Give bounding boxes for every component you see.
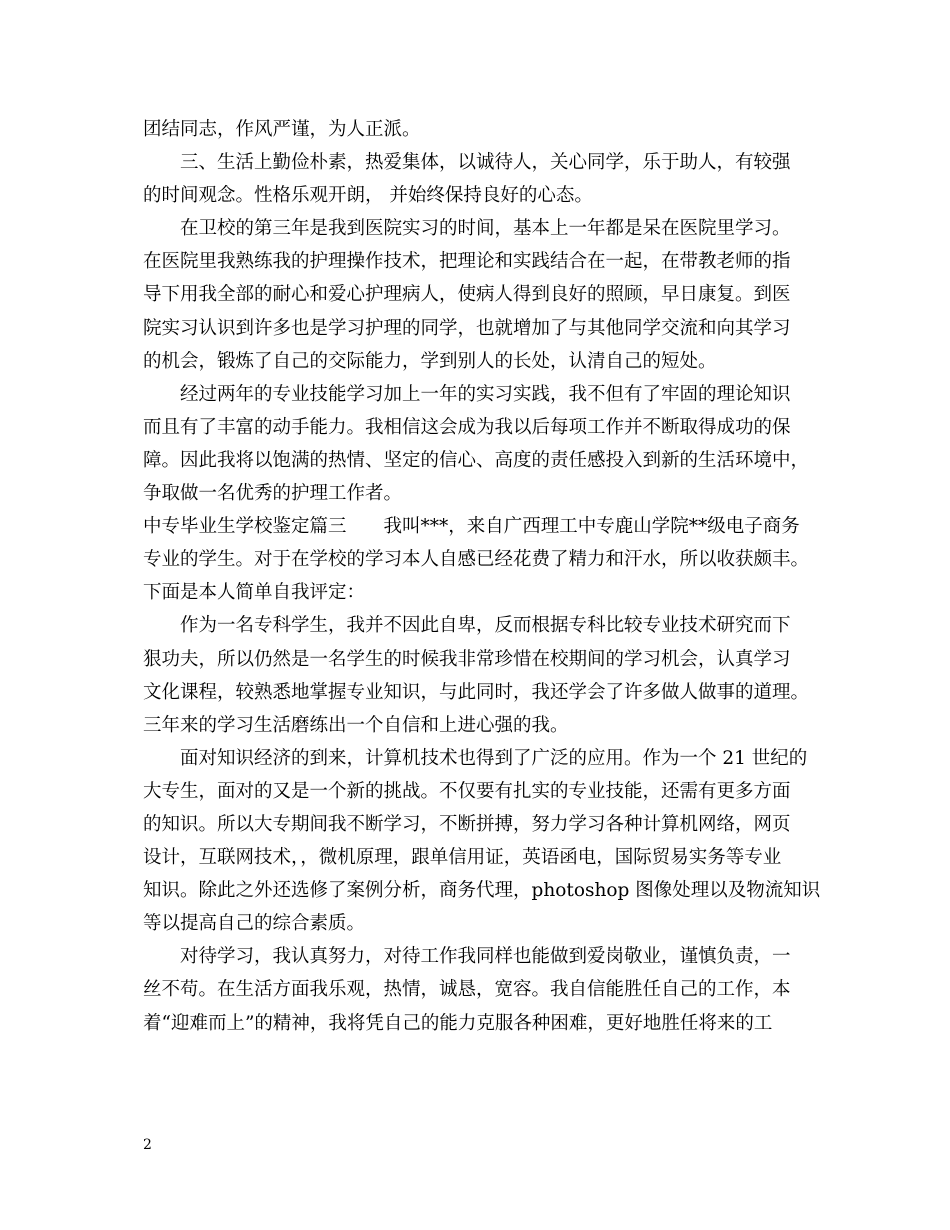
document-body	[143, 113, 823, 1040]
text-line: 作为一名专科学生，我并不因此自卑，反而根据专科比较专业技术研究而下	[180, 615, 791, 637]
text-line: 文化课程，较熟悉地掌握专业知识，与此同时，我还学会了许多做人做事的道理。	[143, 681, 810, 703]
text-line: 丝不苟。在生活方面我乐观，热情，诚恳，宽容。我自信能胜任自己的工作，本	[143, 979, 791, 1001]
text-line: 的知识。所以大专期间我不断学习，不断拼搏，努力学习各种计算机网络，网页	[143, 813, 791, 835]
text-line: 下面是本人简单自我评定：	[143, 582, 366, 604]
text-line: 争取做一名优秀的护理工作者。	[143, 483, 403, 505]
text-line: 导下用我全部的耐心和爱心护理病人，使病人得到良好的照顾，早日康复。到医	[143, 284, 791, 306]
text-line: 设计，互联网技术，，微机原理，跟单信用证，英语函电，国际贸易实务等专业	[143, 847, 782, 869]
text-line: 等以提高自己的综合素质。	[143, 913, 366, 935]
text-line: 三年来的学习生活磨练出一个自信和上进心强的我。	[143, 714, 569, 736]
text-line: 专业的学生。对于在学校的学习本人自感已经花费了精力和汗水，所以收获颇丰。	[143, 549, 810, 571]
text-line: 而且有了丰富的动手能力。我相信这会成为我以后每项工作并不断取得成功的保	[143, 416, 791, 438]
page-number: 2	[143, 1137, 152, 1153]
text-line: 三、生活上勤俭朴素，热爱集体，以诚待人，关心同学，乐于助人，有较强	[180, 152, 791, 174]
text-line: 院实习认识到许多也是学习护理的同学，也就增加了与其他同学交流和向其学习	[143, 317, 791, 339]
text-line: 的机会，锻炼了自己的交际能力，学到别人的长处，认清自己的短处。	[143, 350, 717, 372]
text-line: 障。因此我将以饱满的热情、坚定的信心、高度的责任感投入到新的生活环境中，	[143, 449, 810, 471]
text-line: 着“迎难而上”的精神，我将凭自己的能力克服各种困难，更好地胜任将来的工	[143, 1012, 773, 1034]
text-line: 团结同志，作风严谨，为人正派。	[143, 119, 421, 140]
text-line: 狠功夫，所以仍然是一名学生的时候我非常珍惜在校期间的学习机会，认真学习	[143, 648, 791, 670]
text-line: 在卫校的第三年是我到医院实习的时间，基本上一年都是呆在医院里学习。	[180, 218, 791, 240]
text-line: 在医院里我熟练我的护理操作技术，把理论和实践结合在一起，在带教老师的指	[143, 251, 791, 273]
text-line: 对待学习，我认真努力，对待工作我同样也能做到爱岗敬业，谨慎负责，一	[180, 946, 791, 968]
section-heading-line: 中专毕业生学校鉴定篇三 我叫***，来自广西理工中专鹿山学院**级电子商务	[143, 516, 800, 538]
text-line: 的时间观念。性格乐观开朗， 并始终保持良好的心态。	[143, 185, 593, 207]
text-line: 经过两年的专业技能学习加上一年的实习实践，我不但有了牢固的理论知识	[180, 383, 791, 405]
text-line: 大专生，面对的又是一个新的挑战。不仅要有扎实的专业技能，还需有更多方面	[143, 780, 791, 802]
text-line: 知识。除此之外还选修了案例分析，商务代理，photoshop 图像处理以及物流知识	[143, 880, 821, 902]
text-line: 面对知识经济的到来，计算机技术也得到了广泛的应用。作为一个 21 世纪的	[180, 747, 808, 769]
